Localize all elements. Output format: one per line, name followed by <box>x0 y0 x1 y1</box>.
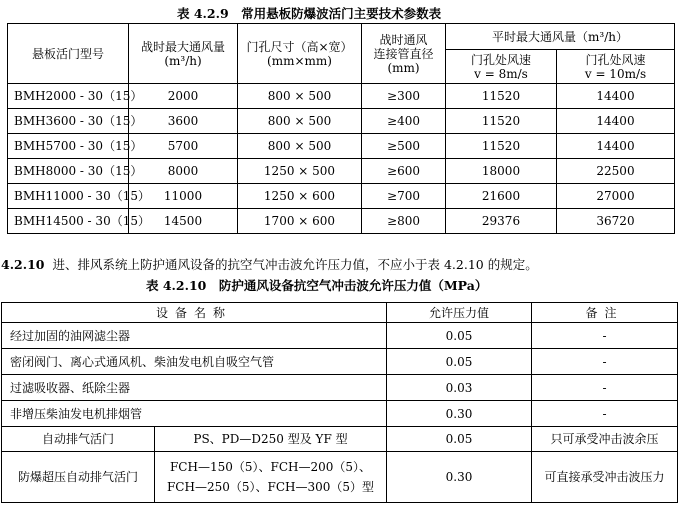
war-flow-cell: 3600 <box>129 109 238 134</box>
opening-cell: 800 × 500 <box>238 134 362 159</box>
table-row <box>8 209 675 234</box>
blast-valve-type-line2: FCH—250（5）、FCH—300（5）型 <box>166 480 375 494</box>
header-note: 备注 <box>532 303 678 323</box>
header-v8-label: 门孔处风速 <box>470 52 531 67</box>
table-row <box>2 452 678 503</box>
note-cell: - <box>532 349 678 375</box>
war-flow-cell: 8000 <box>129 159 238 184</box>
header-v10 <box>557 50 675 84</box>
header-pipe-label2: 连接管直径 <box>373 46 434 61</box>
blast-valve-type-line1: FCH—150（5）、FCH—200（5）、 <box>169 460 372 474</box>
note-cell: - <box>532 323 678 349</box>
v10-cell: 14400 <box>557 84 675 109</box>
header-opening <box>238 24 362 84</box>
header-model: 悬板活门型号 <box>8 24 129 84</box>
model-cell: BMH2000 - 30（15） <box>8 84 129 109</box>
header-v8-value: v = 8m/s <box>474 66 528 81</box>
pressure-cell: 0.05 <box>387 349 532 375</box>
blast-valve-name: 防爆超压自动排气活门 <box>2 452 155 503</box>
header-opening-unit: (mm×mm) <box>267 53 332 68</box>
v10-cell: 27000 <box>557 184 675 209</box>
opening-cell: 1250 × 600 <box>238 184 362 209</box>
header-pipe-label: 战时通风 <box>379 32 428 47</box>
clause-text: 进、排风系统上防护通风设备的抗空气冲击波允许压力值，不应小于表 4.2.10 的规定。 <box>52 257 538 272</box>
note-cell: 只可承受冲击波余压 <box>532 427 678 452</box>
header-pressure: 允许压力值 <box>387 303 532 323</box>
header-war-flow <box>129 24 238 84</box>
header-equipment: 设备名称 <box>2 303 387 323</box>
pressure-table <box>1 302 678 503</box>
header-pipe <box>362 24 446 84</box>
table-row <box>8 184 675 209</box>
table-row <box>2 401 678 427</box>
pressure-cell: 0.03 <box>387 375 532 401</box>
tech-params-table <box>7 23 675 234</box>
table-row <box>8 109 675 134</box>
opening-cell: 800 × 500 <box>238 84 362 109</box>
v8-cell: 21600 <box>446 184 557 209</box>
blast-valve-type <box>155 452 387 503</box>
v8-cell: 18000 <box>446 159 557 184</box>
pipe-cell: ≥800 <box>362 209 446 234</box>
war-flow-cell: 5700 <box>129 134 238 159</box>
header-v10-value: v = 10m/s <box>584 66 647 81</box>
header-peace-flow: 平时最大通风量（m³/h） <box>446 24 675 50</box>
v10-cell: 14400 <box>557 134 675 159</box>
model-cell: BMH14500 - 30（15） <box>8 209 129 234</box>
header-war-flow-unit: (m³/h) <box>164 53 202 68</box>
header-opening-label: 门孔尺寸（高×宽） <box>246 39 353 54</box>
table-row <box>8 159 675 184</box>
table-row <box>2 323 678 349</box>
v10-cell: 36720 <box>557 209 675 234</box>
pipe-cell: ≥500 <box>362 134 446 159</box>
equipment-cell: 非增压柴油发电机排烟管 <box>2 401 387 427</box>
war-flow-cell: 11000 <box>129 184 238 209</box>
header-war-flow-label: 战时最大通风量 <box>140 39 225 54</box>
pipe-cell: ≥600 <box>362 159 446 184</box>
header-v10-label: 门孔处风速 <box>585 52 646 67</box>
header-v8 <box>446 50 557 84</box>
equipment-cell: 过滤吸收器、纸除尘器 <box>2 375 387 401</box>
header-pipe-unit: (mm) <box>387 60 420 75</box>
v8-cell: 11520 <box>446 84 557 109</box>
table-row <box>2 427 678 452</box>
v10-cell: 14400 <box>557 109 675 134</box>
auto-valve-type: PS、PD—D250 型及 YF 型 <box>155 427 387 452</box>
note-cell: - <box>532 375 678 401</box>
pressure-cell: 0.30 <box>387 401 532 427</box>
pressure-cell: 0.05 <box>387 427 532 452</box>
model-cell: BMH11000 - 30（15） <box>8 184 129 209</box>
table-row <box>2 375 678 401</box>
equipment-cell: 经过加固的油网滤尘器 <box>2 323 387 349</box>
equipment-cell: 密闭阀门、离心式通风机、柴油发电机自吸空气管 <box>2 349 387 375</box>
pressure-cell: 0.05 <box>387 323 532 349</box>
pressure-cell: 0.30 <box>387 452 532 503</box>
table2-caption: 表 4.2.10 防护通风设备抗空气冲击波允许压力值（MPa） <box>146 278 488 293</box>
war-flow-cell: 14500 <box>129 209 238 234</box>
v8-cell: 11520 <box>446 134 557 159</box>
model-cell: BMH5700 - 30（15） <box>8 134 129 159</box>
note-cell: - <box>532 401 678 427</box>
war-flow-cell: 2000 <box>129 84 238 109</box>
v8-cell: 29376 <box>446 209 557 234</box>
table-row <box>8 134 675 159</box>
v10-cell: 22500 <box>557 159 675 184</box>
clause-number: 4.2.10 <box>1 257 45 272</box>
pipe-cell: ≥300 <box>362 84 446 109</box>
table1-caption: 表 4.2.9 常用悬板防爆波活门主要技术参数表 <box>177 6 442 21</box>
opening-cell: 800 × 500 <box>238 109 362 134</box>
auto-valve-name: 自动排气活门 <box>2 427 155 452</box>
pipe-cell: ≥400 <box>362 109 446 134</box>
clause-paragraph <box>1 255 538 273</box>
note-cell: 可直接承受冲击波压力 <box>532 452 678 503</box>
model-cell: BMH8000 - 30（15） <box>8 159 129 184</box>
table-row <box>8 84 675 109</box>
opening-cell: 1250 × 500 <box>238 159 362 184</box>
v8-cell: 11520 <box>446 109 557 134</box>
model-cell: BMH3600 - 30（15） <box>8 109 129 134</box>
table-row <box>2 349 678 375</box>
pipe-cell: ≥700 <box>362 184 446 209</box>
opening-cell: 1700 × 600 <box>238 209 362 234</box>
